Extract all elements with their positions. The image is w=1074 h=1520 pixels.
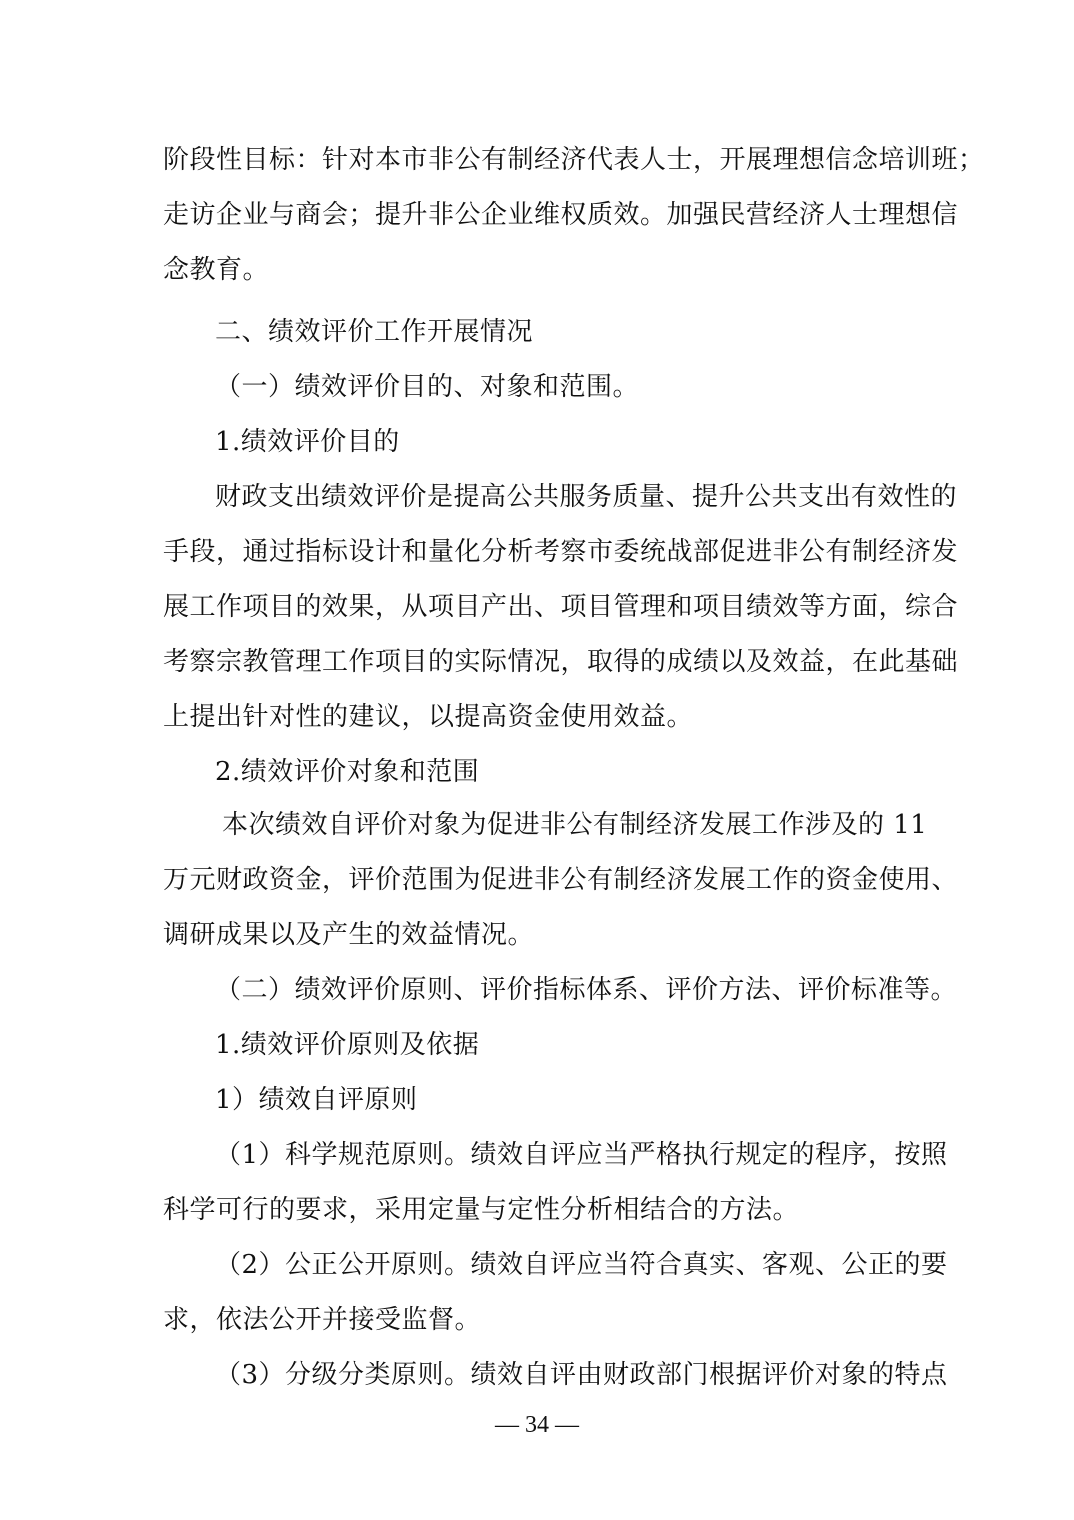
text-line: 考察宗教管理工作项目的实际情况，取得的成绩以及效益，在此基础 (163, 647, 959, 677)
text-line: 手段，通过指标设计和量化分析考察市委统战部促进非公有制经济发 (163, 537, 959, 567)
section-heading: 二、绩效评价工作开展情况 (215, 317, 534, 347)
text-line: 念教育。 (163, 255, 270, 285)
page-number: — 34 — (495, 1412, 579, 1438)
text-line: 调研成果以及产生的效益情况。 (163, 920, 535, 950)
text-line: 科学可行的要求，采用定量与定性分析相结合的方法。 (163, 1195, 800, 1225)
subsection-heading: （一）绩效评价目的、对象和范围。 (215, 372, 640, 402)
item-heading: 1）绩效自评原则 (215, 1085, 418, 1115)
text-line: 阶段性目标：针对本市非公有制经济代表人士，开展理想信念培训班； (163, 145, 985, 175)
text-line: 走访企业与商会；提升非公企业维权质效。加强民营经济人士理想信 (163, 200, 959, 230)
item-heading: 1.绩效评价目的 (215, 427, 400, 457)
text-line: 展工作项目的效果，从项目产出、项目管理和项目绩效等方面，综合 (163, 592, 959, 622)
text-line: 求，依法公开并接受监督。 (163, 1305, 482, 1335)
text-line: 本次绩效自评价对象为促进非公有制经济发展工作涉及的 11 (222, 810, 928, 840)
text-line: （3）分级分类原则。绩效自评由财政部门根据评价对象的特点 (215, 1360, 948, 1390)
text-line: 万元财政资金，评价范围为促进非公有制经济发展工作的资金使用、 (163, 865, 959, 895)
text-line: 上提出针对性的建议，以提高资金使用效益。 (163, 702, 694, 732)
text-line: （1）科学规范原则。绩效自评应当严格执行规定的程序，按照 (215, 1140, 948, 1170)
item-heading: 2.绩效评价对象和范围 (215, 757, 480, 787)
text-line: （2）公正公开原则。绩效自评应当符合真实、客观、公正的要 (215, 1250, 948, 1280)
item-heading: 1.绩效评价原则及依据 (215, 1030, 480, 1060)
text-line: 财政支出绩效评价是提高公共服务质量、提升公共支出有效性的 (215, 482, 958, 512)
subsection-heading: （二）绩效评价原则、评价指标体系、评价方法、评价标准等。 (215, 975, 958, 1005)
